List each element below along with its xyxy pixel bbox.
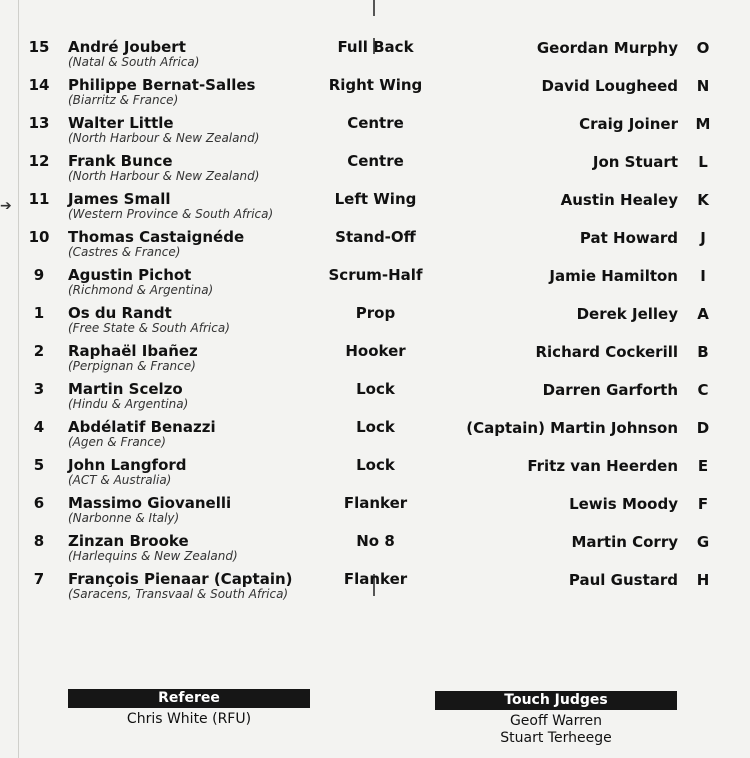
away-player-name: David Lougheed <box>541 77 678 95</box>
lineup-row <box>0 152 750 190</box>
position-label: Scrum-Half <box>328 266 423 284</box>
away-player-letter: H <box>696 571 710 589</box>
home-player-club: (North Harbour & New Zealand) <box>68 169 260 183</box>
home-player-number: 4 <box>33 418 45 436</box>
home-player-club: (Narbonne & Italy) <box>68 511 180 525</box>
lineup-row <box>0 114 750 152</box>
away-player-name: Paul Gustard <box>568 571 678 589</box>
position-label: Hooker <box>345 342 406 360</box>
home-player-number: 9 <box>33 266 45 284</box>
away-player-letter: N <box>696 77 710 95</box>
away-player-name: Fritz van Heerden <box>527 457 678 475</box>
position-label: Centre <box>347 114 404 132</box>
home-player-name: André Joubert <box>68 38 186 56</box>
home-player-number: 1 <box>33 304 45 322</box>
position-label: Centre <box>347 152 404 170</box>
away-player-letter: L <box>698 153 708 171</box>
home-player-club: (Natal & South Africa) <box>68 55 200 69</box>
lineup-row <box>0 228 750 266</box>
away-player-name: Darren Garforth <box>542 381 678 399</box>
home-player-number: 8 <box>33 532 45 550</box>
touch-judge-name: Geoff Warren <box>509 713 603 729</box>
position-label: Left Wing <box>334 190 417 208</box>
home-player-name: Abdélatif Benazzi <box>68 418 216 436</box>
touch-judges-heading: Touch Judges <box>435 691 677 710</box>
home-player-club: (Biarritz & France) <box>68 93 179 107</box>
away-player-name: Geordan Murphy <box>536 39 678 57</box>
away-player-name: Craig Joiner <box>579 115 678 133</box>
away-player-letter: K <box>697 191 709 209</box>
touch-judge-name: Stuart Terheege <box>500 730 612 746</box>
home-player-club: (Richmond & Argentina) <box>68 283 214 297</box>
home-player-club: (ACT & Australia) <box>68 473 172 487</box>
position-label: No 8 <box>356 532 395 550</box>
home-player-number: 6 <box>33 494 45 512</box>
home-player-name: Agustin Pichot <box>68 266 192 284</box>
away-player-letter: C <box>697 381 709 399</box>
away-player-name: Austin Healey <box>560 191 678 209</box>
lineup-row <box>0 76 750 114</box>
away-player-letter: A <box>697 305 709 323</box>
away-player-letter: B <box>697 343 709 361</box>
home-player-name: Thomas Castaignéde <box>68 228 245 246</box>
away-player-letter: E <box>697 457 709 475</box>
lineup-row <box>0 380 750 418</box>
lineup-table <box>0 38 750 608</box>
home-player-club: (Free State & South Africa) <box>68 321 230 335</box>
home-player-number: 3 <box>33 380 45 398</box>
lineup-row <box>0 342 750 380</box>
home-player-name: Massimo Giovanelli <box>68 494 232 512</box>
away-player-name: Lewis Moody <box>569 495 678 513</box>
home-player-number: 5 <box>33 456 45 474</box>
home-player-number: 14 <box>28 76 50 94</box>
fold-tick-top <box>373 0 375 16</box>
home-player-name: Frank Bunce <box>68 152 173 170</box>
home-player-number: 2 <box>33 342 45 360</box>
home-player-club: (Harlequins & New Zealand) <box>68 549 238 563</box>
away-player-letter: D <box>696 419 710 437</box>
home-player-club: (Saracens, Transvaal & South Africa) <box>68 587 289 601</box>
home-player-club: (Western Province & South Africa) <box>68 207 274 221</box>
position-label: Flanker <box>343 494 408 512</box>
home-player-club: (Castres & France) <box>68 245 181 259</box>
position-label: Right Wing <box>328 76 423 94</box>
home-player-number: 12 <box>28 152 50 170</box>
away-player-name: Martin Corry <box>571 533 678 551</box>
home-player-number: 13 <box>28 114 50 132</box>
home-player-number: 10 <box>28 228 50 246</box>
position-label: Prop <box>355 304 396 322</box>
lineup-row <box>0 570 750 608</box>
referee-heading: Referee <box>68 689 310 708</box>
home-player-name: François Pienaar (Captain) <box>68 570 293 588</box>
home-player-name: James Small <box>68 190 171 208</box>
position-label: Stand-Off <box>335 228 416 246</box>
away-player-letter: I <box>700 267 706 285</box>
home-player-name: John Langford <box>68 456 187 474</box>
away-player-name: Jamie Hamilton <box>549 267 678 285</box>
home-player-number: 7 <box>33 570 45 588</box>
lineup-row <box>0 532 750 570</box>
home-player-club: (Agen & France) <box>68 435 166 449</box>
home-player-name: Raphaël Ibañez <box>68 342 198 360</box>
home-player-name: Os du Randt <box>68 304 172 322</box>
lineup-row <box>0 190 750 228</box>
referee-name: Chris White (RFU) <box>126 711 252 727</box>
lineup-row <box>0 266 750 304</box>
position-label: Full Back <box>337 38 414 56</box>
away-player-letter: O <box>696 39 710 57</box>
away-player-name: Richard Cockerill <box>535 343 678 361</box>
home-player-number: 11 <box>28 190 50 208</box>
away-player-name: (Captain) Martin Johnson <box>466 419 678 437</box>
home-player-name: Walter Little <box>68 114 174 132</box>
away-player-letter: G <box>696 533 710 551</box>
away-player-name: Pat Howard <box>579 229 678 247</box>
home-player-club: (North Harbour & New Zealand) <box>68 131 260 145</box>
lineup-row <box>0 418 750 456</box>
home-player-club: (Hindu & Argentina) <box>68 397 189 411</box>
home-player-number: 15 <box>28 38 50 56</box>
position-label: Lock <box>356 456 395 474</box>
away-player-letter: J <box>700 229 706 247</box>
home-player-name: Zinzan Brooke <box>68 532 189 550</box>
home-player-club: (Perpignan & France) <box>68 359 196 373</box>
away-player-name: Derek Jelley <box>576 305 678 323</box>
arrow-icon: ➔ <box>0 198 12 214</box>
away-player-name: Jon Stuart <box>592 153 678 171</box>
lineup-row <box>0 456 750 494</box>
home-player-name: Philippe Bernat-Salles <box>68 76 256 94</box>
lineup-row <box>0 38 750 76</box>
away-player-letter: M <box>695 115 711 133</box>
position-label: Lock <box>356 418 395 436</box>
lineup-row <box>0 494 750 532</box>
position-label: Lock <box>356 380 395 398</box>
home-player-name: Martin Scelzo <box>68 380 183 398</box>
position-label: Flanker <box>343 570 408 588</box>
away-player-letter: F <box>697 495 709 513</box>
lineup-row <box>0 304 750 342</box>
